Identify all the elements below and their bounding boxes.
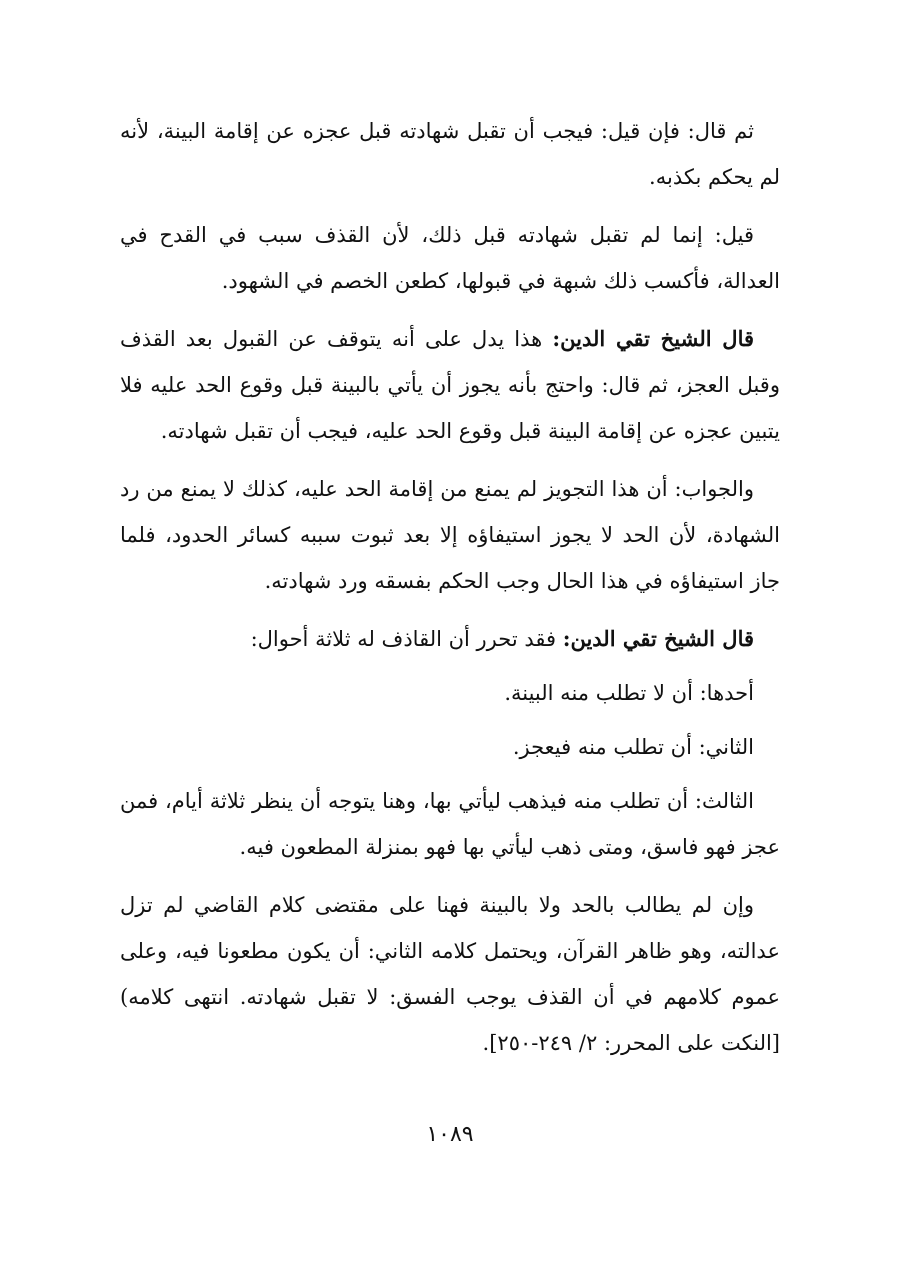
paragraph-6: [120, 670, 780, 716]
paragraph-5-lead: قال الشيخ تقي الدين:: [562, 626, 754, 651]
paragraph-5: [120, 616, 780, 662]
paragraph-9-text: وإن لم يطالب بالحد ولا بالبينة فهنا على مقتضى كلام القاضي لم تزل عدالته، وهو ظاهر القرآن، ويحتمل كلامه الثاني: أن يكون مطعونا فيه، وعلى عموم كلامهم في أن القذف يوجب الفسق: لا تقبل شهادته. انتهى كلامه) [النكت على المحرر: ٢/ ٢٤٩-٢٥٠].: [120, 893, 780, 1055]
paragraph-7-text: الثاني: أن تطلب منه فيعجز.: [512, 735, 754, 759]
paragraph-2: [120, 212, 780, 304]
paragraph-8: [120, 778, 780, 870]
paragraph-3-lead: قال الشيخ تقي الدين:: [552, 326, 754, 351]
paragraph-2-text: قيل: إنما لم تقبل شهادته قبل ذلك، لأن القذف سبب في القدح في العدالة، فأكسب ذلك شبهة في قبولها، كطعن الخصم في الشهود.: [120, 223, 780, 293]
paragraph-4-text: والجواب: أن هذا التجويز لم يمنع من إقامة الحد عليه، كذلك لا يمنع من رد الشهادة، لأن الحد لا يجوز استيفاؤه إلا بعد ثبوت سببه كسائر الحدود، فلما جاز استيفاؤه في هذا الحال وجب الحكم بفسقه ورد شهادته.: [120, 477, 780, 593]
paragraph-8-text: الثالث: أن تطلب منه فيذهب ليأتي بها، وهنا يتوجه أن ينظر ثلاثة أيام، فمن عجز فهو فاسق، ومتى ذهب ليأتي بها فهو بمنزلة المطعون فيه.: [120, 789, 780, 859]
paragraph-4: [120, 466, 780, 604]
paragraph-1: [120, 108, 780, 200]
paragraph-6-text: أحدها: أن لا تطلب منه البينة.: [504, 681, 754, 705]
body-text: [120, 108, 780, 1066]
paragraph-3-text: هذا يدل على أنه يتوقف عن القبول بعد القذف وقبل العجز، ثم قال: واحتج بأنه يجوز أن يأتي بالبينة قبل وقوع الحد عليه فلا يتبين عجزه عن إقامة البينة قبل وقوع الحد عليه، فيجب أن تقبل شهادته.: [120, 327, 780, 443]
paragraph-1-text: ثم قال: فإن قيل: فيجب أن تقبل شهادته قبل عجزه عن إقامة البينة، لأنه لم يحكم بكذبه.: [120, 119, 780, 189]
paragraph-7: [120, 724, 780, 770]
paragraph-9: [120, 882, 780, 1066]
paragraph-5-text: فقد تحرر أن القاذف له ثلاثة أحوال:: [250, 627, 563, 651]
page-number: ١٠٨٩: [426, 1122, 474, 1147]
paragraph-3: [120, 316, 780, 454]
